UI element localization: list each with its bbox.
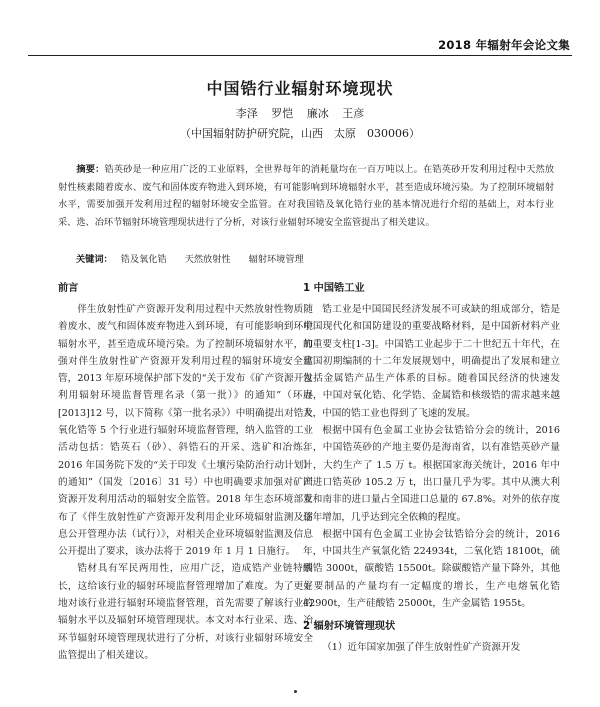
journal-header: 2018 年辐射年会论文集 [438,38,570,52]
right-column [303,280,560,657]
left-column [58,280,313,664]
header-rule [28,55,572,56]
keyword-item: 辐射环境管理 [248,254,304,265]
body-paragraph: 根据中国有色金属工业协会钛锆铪分会的统计，2016 年，中国共生产氧氯化锆 224934t，二氧化锆 18100t，硫酸锆 3000t，碳酸锆 15500t。除碳酸锆产量下降外，其他主要制品的产量均有一定幅度的增长，生产电熔氧化锆 42900t，生产硅酸锆 25000t，生产金属锆 1955t。 [303,528,560,610]
footer-mark [294,690,297,693]
abstract-text: 锆英砂是一种应用广泛的工业原料，全世界每年的消耗量均在一百万吨以上。在锆英砂开发利用过程中天然放射性核素随着废水、废气和固体废弃物进入到环境，有可能影响到环境辐射水平，甚至造成环境污染。为了控制环境辐射水平，需要加强开发利用过程的辐射环境安全监管。在对我国锆及氧化锆行业的基本情况进行介绍的基础上，对本行业采、选、冶环节辐射环境管理现状进行了分析，对该行业辐射环境安全监管提出了相关建议。 [58,164,555,228]
abstract [58,161,554,231]
keywords-label: 关键词： [76,254,113,265]
body-paragraph: 锆工业是中国国民经济发展不可或缺的组成部分，锆是中国现代化和国防建设的重要战略材料，是中国新材料产业的重要支柱[1-3]。中国锆工业起步于二十世纪五十年代，在建国初期编制的十二年发展规划中，明确提出了发展和建立包括金属锆产品生产体系的目标。随着国民经济的快速发展，中国对氧化锆、化学锆、金属锆和核级锆的需求越来越大，中国的锆工业也得到了飞速的发展。 [303,304,560,419]
keyword-item: 天然放射性 [184,254,231,265]
body-paragraph: 锆材具有军民两用性，应用广泛，造成锆产业链特别长，这给该行业的辐射环境监督管理增加了难度。为了更好地对该行业进行辐射环境监督管理，首先需要了解该行业的辐射水平以及辐射环境管理现状。本文对本行业采、选、冶环节辐射环境管理现状进行了分析，对该行业辐射环境安全监管提出了相关建议。 [58,563,313,661]
authors: 李泽 罗恺 廉冰 王彦 [235,107,365,120]
section-heading-1: 1 中国锆工业 [303,283,365,294]
body-paragraph: （1）近年国家加强了伴生放射性矿产资源开发 [322,642,521,654]
affiliation: （中国辐射防护研究院，山西 太原 030006） [180,127,420,140]
keywords [58,251,554,265]
keyword-item: 锆及氧化锆 [120,254,167,265]
body-paragraph: 伴生放射性矿产资源开发利用过程中天然放射性物质随着废水、废气和固体废弃物进入到环境，有可能影响到环境辐射水平，甚至造成环境污染。为了控制环境辐射水平，加强对伴生放射性矿产资源开发利用过程的辐射环境安全监管，2013 年原环境保护部下发的“关于发布《矿产资源开发利用辐射环境监督管理名录（第一批）》的通知”（环办[2013]12 号，以下简称《第一批名录》）中明确提出对锆及氧化锆等 5 个行业进行辐射环境监督管理，纳入监管的工业活动包括：锆英石（砂）、斜锆石的开采、选矿和冶炼。2016 年国务院下发的“关于印发《土壤污染防治行动计划》的通知”（国发〔2016〕31 号）中也明确要求加强对矿产资源开发利用活动的辐射安全监管。2018 年生态环境部发布了《伴生放射性矿产资源开发利用企业环境辐射监测及信息公开管理办法（试行）》，对相关企业环境辐射监测及信息公开提出了要求，该办法将于 2019 年 1 月 1 日施行。 [58,304,313,558]
abstract-label: 摘要： [76,164,105,175]
paper-title: 中国锆行业辐射环境现状 [206,79,394,98]
body-paragraph: 根据中国有色金属工业协会钛锆铪分会的统计，2016 年，中国锆英砂的产地主要仍是海南省，以有准锆英砂产量计，大约生产了 1.5 万 t。根据国家海关统计，2016 年中国进口锆英砂 105.2 万 t，出口量几乎为零。其中从澳大利亚和南非的进口量占全国进口总量的 67.8%。对外的依存度逐年增加，几乎达到完全依赖的程度。 [303,425,560,523]
section-heading-2: 2 辐射环境管理现状 [303,621,396,633]
section-heading-preface: 前言 [58,283,79,294]
